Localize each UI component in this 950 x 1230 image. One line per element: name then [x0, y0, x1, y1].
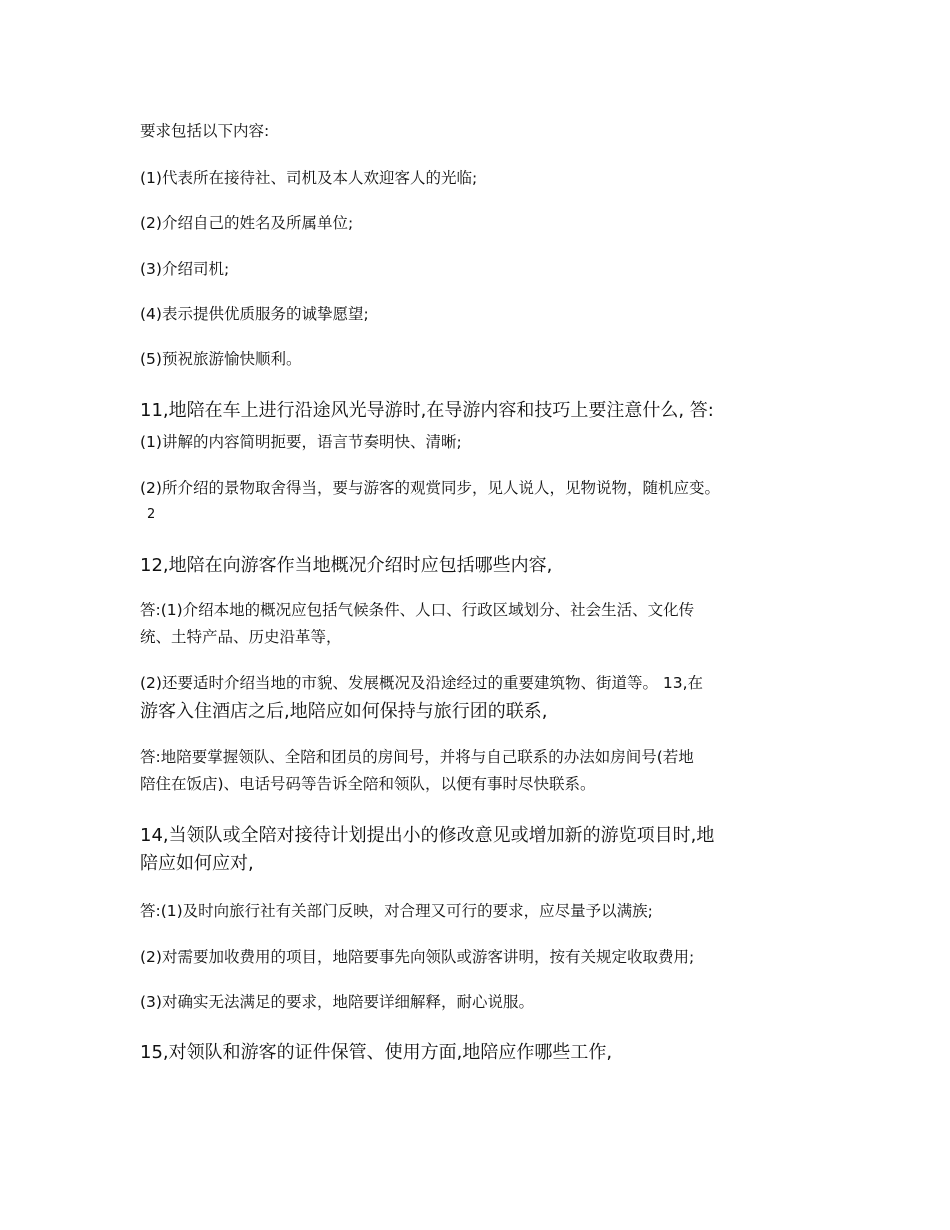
text-line: (3)对确实无法满足的要求，地陪要详细解释，耐心说服。	[140, 993, 534, 1011]
text-line: (5)预祝旅游愉快顺利。	[140, 350, 302, 368]
text-line: 答:(1)及时向旅行社有关部门反映，对合理又可行的要求，应尽量予以满族;	[140, 902, 653, 920]
text-line: (2)对需要加收费用的项目，地陪要事先向领队或游客讲明，按有关规定收取费用;	[140, 948, 695, 966]
text-line: (2)介绍自己的姓名及所属单位;	[140, 214, 354, 232]
page-number: 2	[147, 507, 156, 522]
text-line: (2)还要适时介绍当地的市貌、发展概况及沿途经过的重要建筑物、街道等。 13,在	[140, 674, 704, 692]
text-line: (4)表示提供优质服务的诚挚愿望;	[140, 305, 369, 323]
text-line: 答:地陪要掌握领队、全陪和团员的房间号，并将与自己联系的办法如房间号(若地	[140, 748, 694, 766]
question-heading: 15,对领队和游客的证件保管、使用方面,地陪应作哪些工作,	[140, 1042, 613, 1063]
question-heading: 12,地陪在向游客作当地概况介绍时应包括哪些内容,	[140, 555, 553, 576]
text-line: (1)讲解的内容简明扼要，语言节奏明快、清晰;	[140, 433, 462, 451]
question-heading: 14,当领队或全陪对接待计划提出小的修改意见或增加新的游览项目时,地	[140, 825, 715, 846]
text-line: (2)所介绍的景物取舍得当，要与游客的观赏同步，见人说人，见物说物，随机应变。	[140, 479, 720, 497]
text-line: (3)介绍司机;	[140, 260, 230, 278]
question-heading: 游客入住酒店之后,地陪应如何保持与旅行团的联系,	[140, 701, 548, 722]
text-line: 答:(1)介绍本地的概况应包括气候条件、人口、行政区域划分、社会生活、文化传	[140, 601, 695, 619]
text-line: (1)代表所在接待社、司机及本人欢迎客人的光临;	[140, 169, 478, 187]
question-heading: 陪应如何应对,	[140, 853, 254, 874]
text-line: 要求包括以下内容:	[140, 122, 270, 140]
question-heading: 11,地陪在车上进行沿途风光导游时,在导游内容和技巧上要注意什么, 答:	[140, 400, 714, 421]
text-line: 统、土特产品、历史沿革等，	[140, 628, 342, 646]
text-line: 陪住在饭店)、电话号码等告诉全陪和领队，以便有事时尽快联系。	[140, 775, 596, 793]
